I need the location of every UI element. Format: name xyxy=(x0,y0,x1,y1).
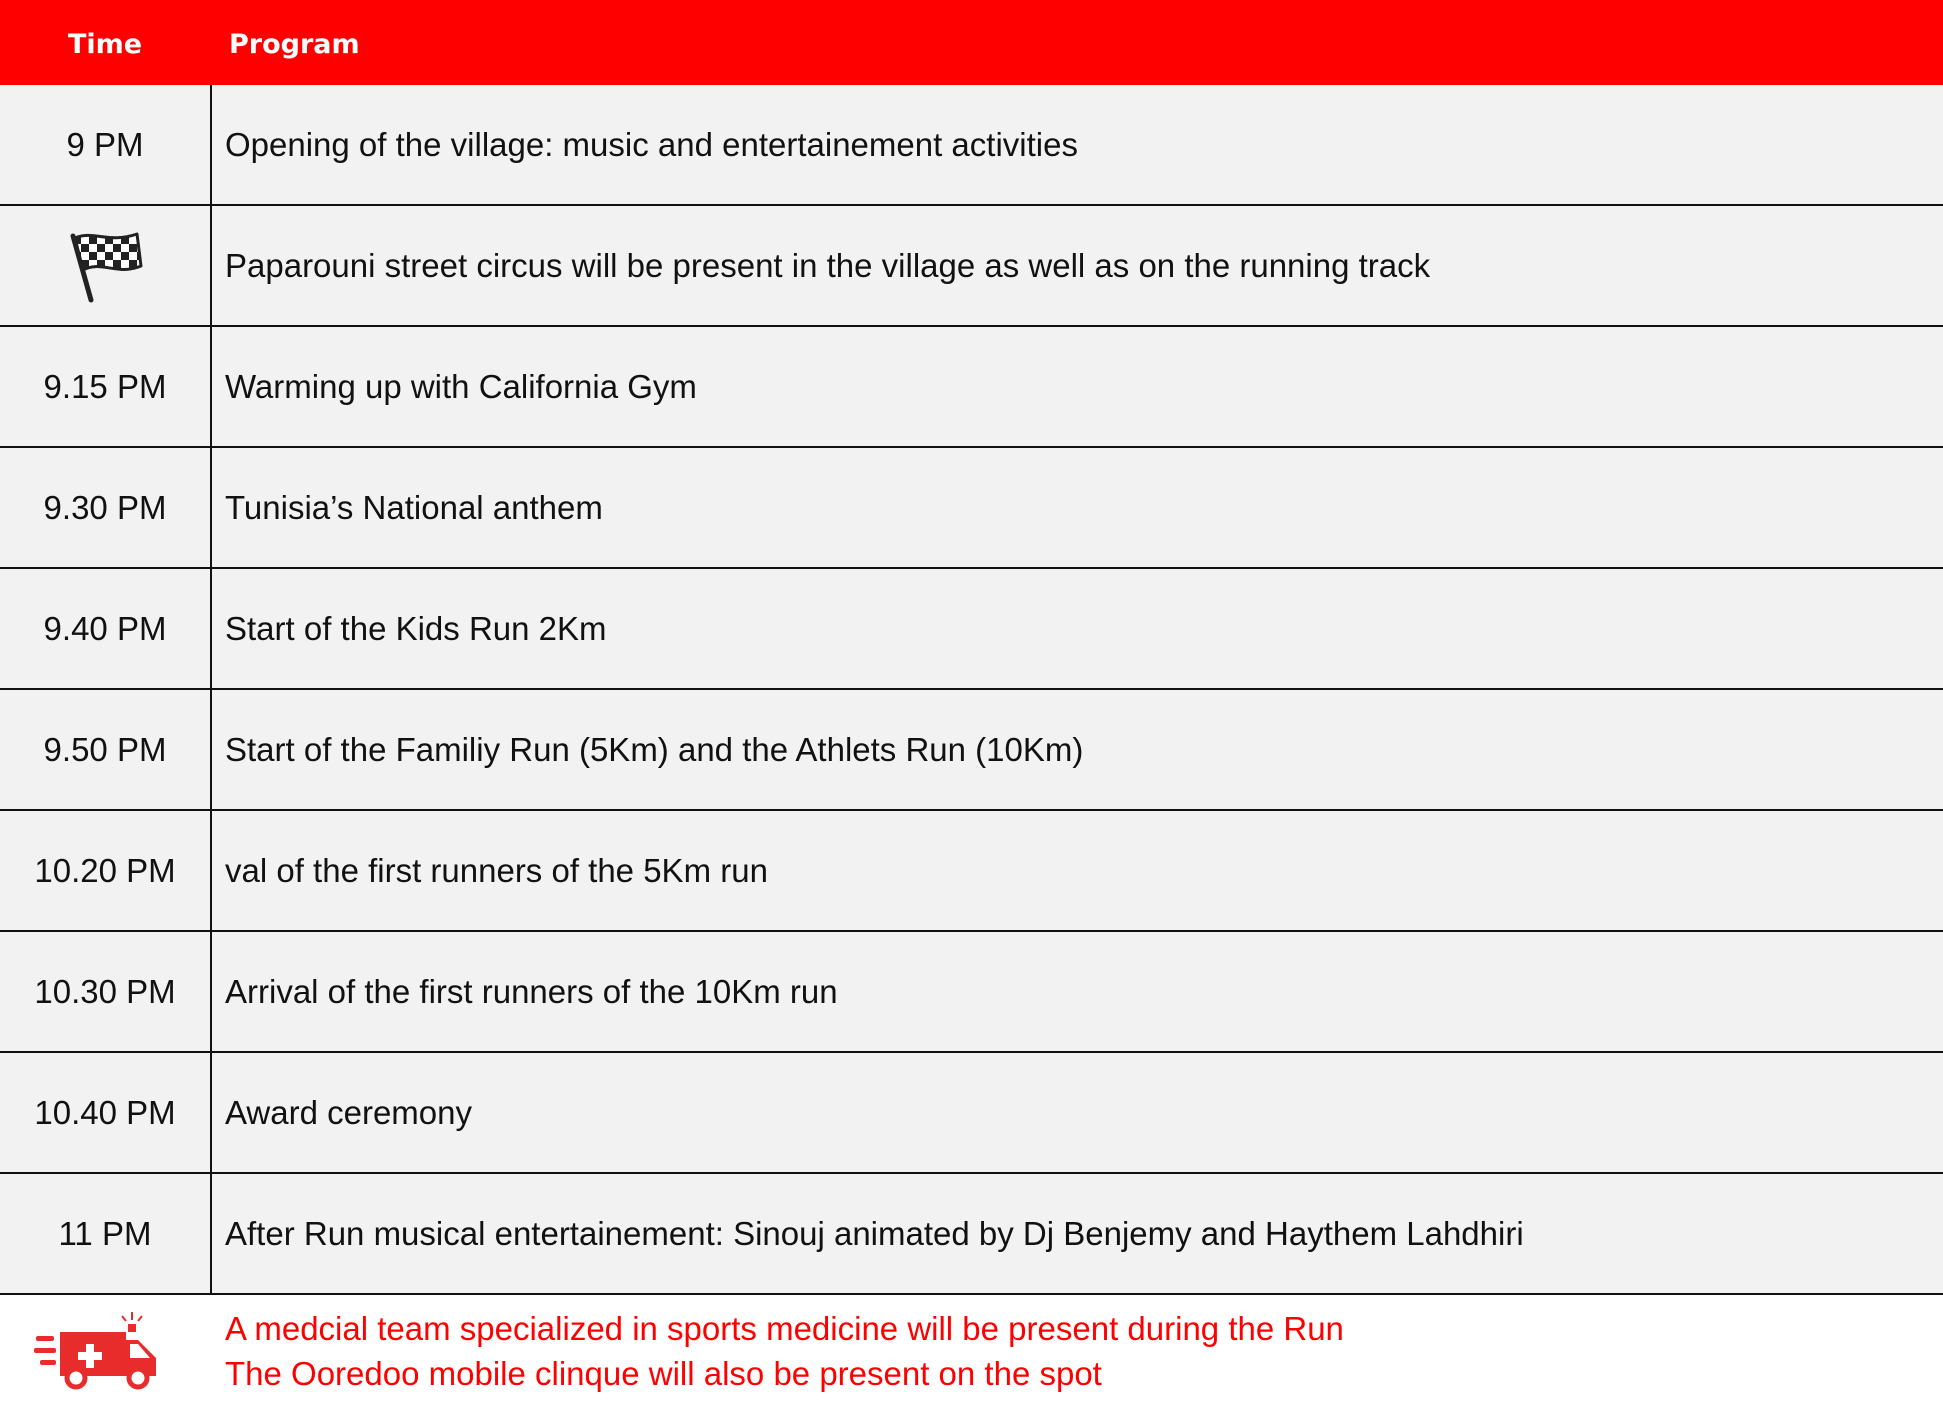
table-row xyxy=(0,811,1943,932)
row-time: 11 PM xyxy=(0,1174,212,1293)
ambulance-icon xyxy=(34,1310,164,1390)
table-row xyxy=(0,1174,1943,1295)
medical-note-line-1: A medcial team specialized in sports medicine will be present during the Run xyxy=(225,1310,1344,1347)
table-header xyxy=(0,0,1943,85)
row-time: 9.30 PM xyxy=(0,448,212,567)
row-time: 9.15 PM xyxy=(0,327,212,446)
footer-note xyxy=(0,1300,1943,1419)
row-program: Warming up with California Gym xyxy=(225,367,697,405)
row-program: val of the first runners of the 5Km run xyxy=(225,851,768,889)
table-row xyxy=(0,932,1943,1053)
table-row xyxy=(0,206,1943,327)
row-time xyxy=(0,206,212,325)
row-time: 9.50 PM xyxy=(0,690,212,809)
row-program: Arrival of the first runners of the 10Km run xyxy=(225,972,838,1010)
row-program: Opening of the village: music and entertainement activities xyxy=(225,125,1078,163)
row-time: 10.40 PM xyxy=(0,1053,212,1172)
row-program: Start of the Kids Run 2Km xyxy=(225,609,607,647)
row-program: Start of the Familiy Run (5Km) and the Athlets Run (10Km) xyxy=(225,730,1084,768)
header-time: Time xyxy=(67,29,143,60)
table-row xyxy=(0,1053,1943,1174)
table-row xyxy=(0,85,1943,206)
row-program: Tunisia’s National anthem xyxy=(225,488,603,526)
header-program: Program xyxy=(229,29,360,60)
row-time: 10.20 PM xyxy=(0,811,212,930)
row-time: 10.30 PM xyxy=(0,932,212,1051)
table-row xyxy=(0,690,1943,811)
schedule-table xyxy=(0,85,1943,1295)
checkered-flag-icon xyxy=(65,228,145,304)
row-program: Award ceremony xyxy=(225,1093,473,1131)
table-row xyxy=(0,448,1943,569)
medical-note-line-2: The Ooredoo mobile clinque will also be present on the spot xyxy=(225,1355,1102,1392)
row-time: 9.40 PM xyxy=(0,569,212,688)
row-program: Paparouni street circus will be present in the village as well as on the running track xyxy=(225,246,1431,284)
table-row xyxy=(0,327,1943,448)
row-time: 9 PM xyxy=(0,85,212,204)
row-program: After Run musical entertainement: Sinouj animated by Dj Benjemy and Haythem Lahdhiri xyxy=(225,1214,1524,1252)
table-row xyxy=(0,569,1943,690)
medical-notes xyxy=(225,1306,1344,1396)
